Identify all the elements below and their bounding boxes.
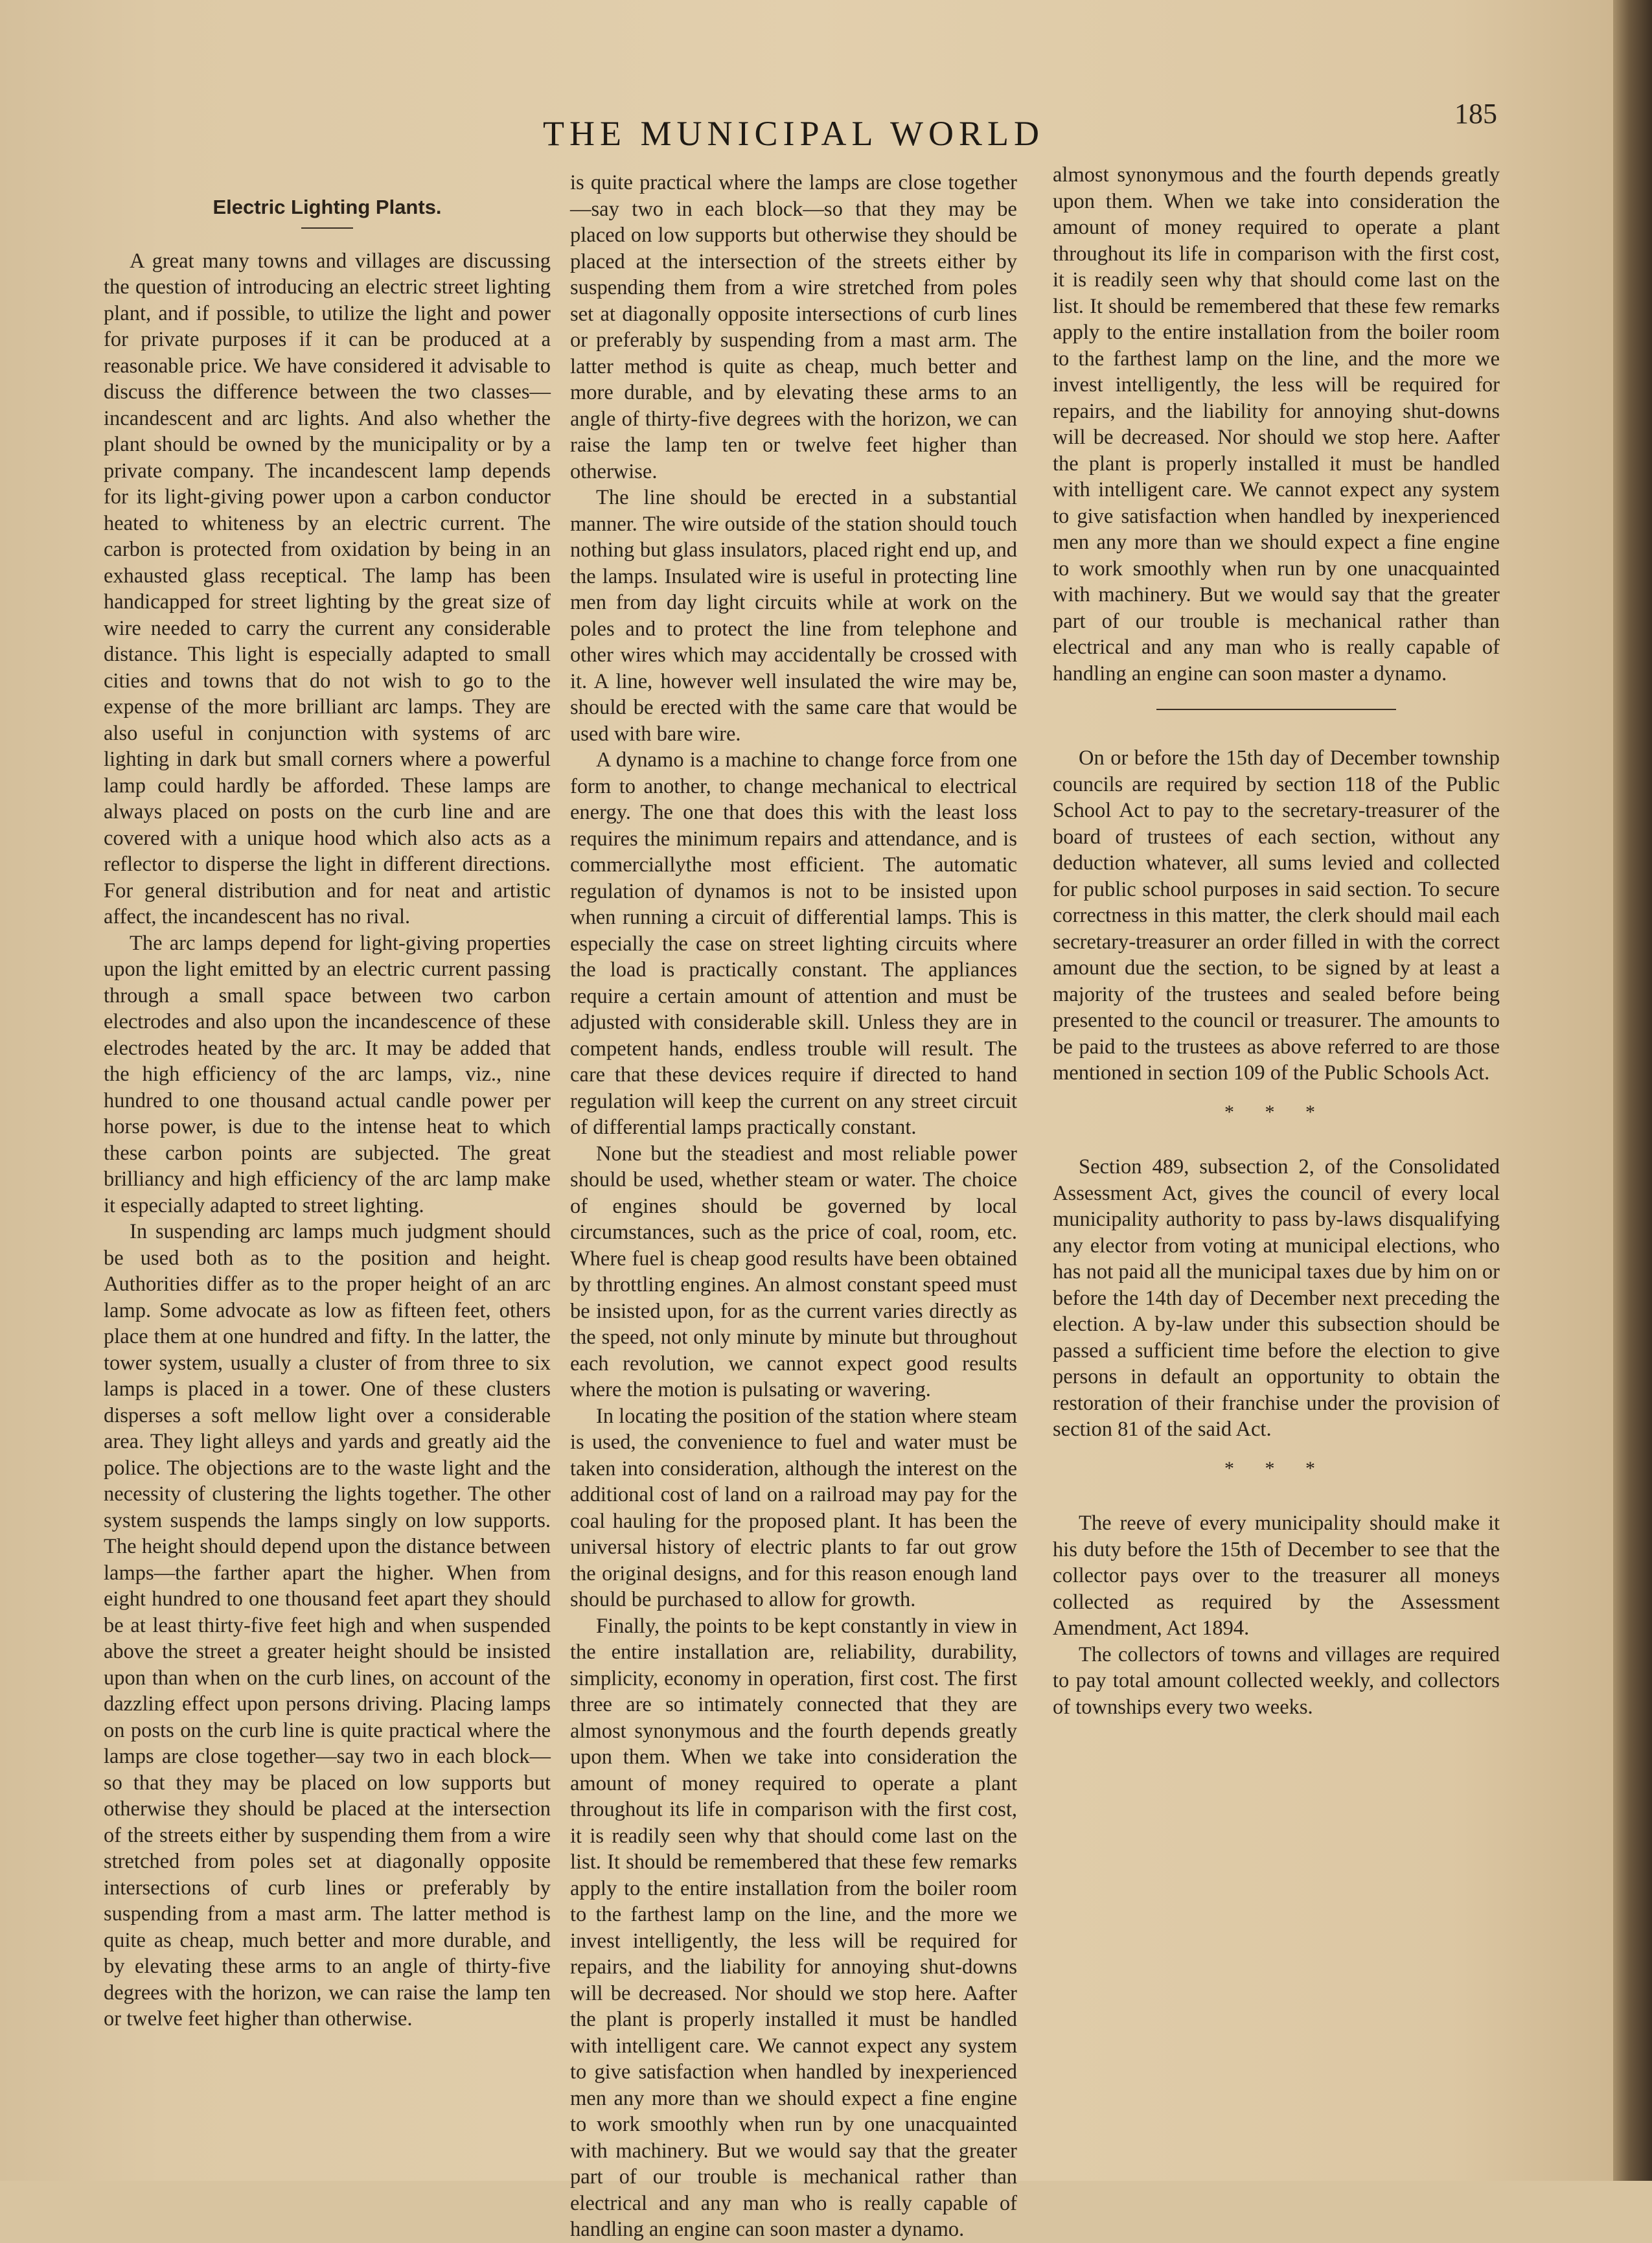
notice-collectors: The collectors of towns and villages are required to pay total amount collected weekly, and collectors of townships every two weeks.	[1053, 1642, 1500, 1719]
article-paragraph-2: The arc lamps depend for light-giving properties upon the light emitted by an electric current passing through a small space between two carbon electrodes and also upon the incandescence of these electrodes heated by the arc. It may be added that the high efficiency of the arc lamps, viz., nine hundred to one thousand actual candle power per horse power, is due to the intense heat to which these carbon points are subjected. The great brilliancy and high efficiency of the arc lamp make it especially adapted to street lighting.	[104, 931, 551, 1217]
stars-separator-2: * * *	[1224, 1457, 1328, 1479]
article-paragraph-5: A dynamo is a machine to change force from one form to another, to change mechanical to electrical energy. The one that does this with the least loss requires the minimum repairs and attendance, and is commerciallythe most efficient. The automatic regulation of dynamos is not to be insisted upon when running a circuit of differential lamps. This is especially the case on street lighting circuits where the load is practically constant. The appliances require a certain amount of attention and must be adjusted with considerable skill. Unless they are in competent hands, endless trouble will result. The care that these devices require if directed to hand regulation will keep the current on any street circuit of differential lamps practically constant.	[570, 748, 1017, 1139]
article-headline: Electric Lighting Plants.	[212, 196, 442, 218]
column-3	[1053, 162, 1500, 1720]
book-spine-edge	[1613, 0, 1652, 2181]
column-2	[570, 170, 1017, 2241]
article-paragraph-3: In suspending arc lamps much judgment should be used both as to the position and height. Authorities differ as to the proper height of an arc lamp. Some advocate as low as fifteen feet, others place them at one hundred and fifty. In the latter, the tower system, usually a cluster of from three to six lamps is placed in a tower. One of these clusters disperses a soft mellow light over a considerable area. They light alleys and yards and greatly aid the police. The objections are to the waste light and the necessity of clustering the lights together. The other system suspends the lamps singly on low supports. The height should depend upon the distance between lamps—the farther apart the higher. When from eight hundred to one thousand feet apart they should be at least thirty-five feet high and when suspended above the street a greater height should be insisted upon than when on the curb lines, on account of the dazzling effect upon persons driving. Placing lamps on posts on the curb line is quite practical where the lamps are close together—say two in each block—so that they may be placed on low supports but otherwise they should be placed at the intersection of the streets either by suspending them from a wire stretched from poles set at diagonally opposite intersections of curb lines or preferably by suspending from a mast arm. The latter method is quite as cheap, much better and more durable, and by elevating these arms to an angle of thirty-five degrees with the horizon, we can raise the lamp ten or twelve feet higher than otherwise.	[104, 1220, 551, 2030]
article-paragraph-3-continued: is quite practical where the lamps are close together—say two in each block—so that they may be placed on low supports but otherwise they should be placed at the intersection of the streets either by suspending them from a wire stretched from poles set at diagonally opposite intersections of curb lines or preferably by suspending from a mast arm. The latter method is quite as cheap, much better and more durable, and by elevating these arms to an angle of thirty-five degrees with the horizon, we can raise the lamp ten or twelve feet higher than otherwise.	[570, 171, 1017, 483]
article-paragraph-4: The line should be erected in a substantial manner. The wire outside of the station should touch nothing but glass insulators, placed right end up, and the lamps. Insulated wire is useful in protecting line men from day light circuits while at work on the poles and to protect the line from telephone and other wires which may accidentally be crossed with it. A line, however well insulated the wire may be, should be erected with the same care that would be used with bare wire.	[570, 486, 1017, 746]
article-paragraph-6: None but the steadiest and most reliable power should be used, whether steam or water. The choice of engines should be governed by local circumstances, such as the price of coal, room, etc. Where fuel is cheap good results have been obtained by throttling engines. An almost constant speed must be insisted upon, for as the current varies directly as the speed, not only minute by minute but throughout each revolution, we cannot expect good results where the motion is pulsating or wavering.	[570, 1142, 1017, 1401]
notice-reeve: The reeve of every municipality should make it his duty before the 15th of December to see that the collector pays over to the treasurer all moneys collected as required by the Assessment Amendment, Act 1894.	[1053, 1512, 1500, 1640]
article-paragraph-7: In locating the position of the station where steam is used, the convenience to fuel and water must be taken into consideration, although the interest on the additional cost of land on a railroad may pay for the coal hauling for the proposed plant. It has been the universal history of electric plants to far out grow the original designs, and for this reason enough land should be purchased to allow for growth.	[570, 1404, 1017, 1611]
column-1	[104, 175, 551, 2030]
article-paragraph-8-continued: almost synonymous and the fourth depends greatly upon them. When we take into consideration the amount of money required to operate a plant throughout its life in comparison with the first cost, it is readily seen why that should come last on the list. It should be remembered that these few remarks apply to the entire installation from the boiler room to the farthest lamp on the line, and the more we invest intelligently, the less will be required for repairs, and the liability for annoying shut-downs will be decreased. Nor should we stop here. Aafter the plant is properly installed it must be handled with intelligent care. We cannot expect any system to give satisfaction when handled by inexperienced men any more than we should expect a fine engine to work smoothly when run by one unacquainted with machinery. But we would say that the greater part of our trouble is mechanical rather than electrical and any man who is really capable of handling an engine can soon master a dynamo.	[1053, 163, 1500, 685]
notice-school-fund: On or before the 15th day of December township councils are required by section 118 of the Public School Act to pay to the secretary-treasurer of the board of trustees of each section, without any deduction whatever, all sums levied and collected for public school purposes in said section. To secure correctness in this matter, the clerk should mail each secretary-treasurer an order filled in with the correct amount due the section, to be signed by at least a majority of the trustees and sealed before being presented to the council or treasurer. The amounts to be paid to the trustees as above referred to are those mentioned in section 109 of the Public Schools Act.	[1053, 746, 1500, 1085]
notice-assessment-act: Section 489, subsection 2, of the Consolidated Assessment Act, gives the council of every local municipality authority to pass by-laws disqualifying any elector from voting at municipal elections, who has not paid all the municipal taxes due by him on or before the 14th day of December next preceding the election. A by-law under this subsection should be passed a sufficient time before the election to give persons in default an opportunity to obtain the restoration of their franchise under the provision of section 81 of the said Act.	[1053, 1155, 1500, 1441]
article-paragraph-8: Finally, the points to be kept constantly in view in the entire installation are, reliability, durability, simplicity, economy in operation, first cost. The first three are so intimately connected that they are almost synonymous and the fourth depends greatly upon them. When we take into consideration the amount of money required to operate a plant throughout its life in comparison with the first cost, it is readily seen why that should come last on the list. It should be remembered that these few remarks apply to the entire installation from the boiler room to the farthest lamp on the line, and the more we invest intelligently, the less will be required for repairs, and the liability for annoying shut-downs will be decreased. Nor should we stop here. Aafter the plant is properly installed it must be handled with intelligent care. We cannot expect any system to give satisfaction when handled by inexperienced men any more than we should expect a fine engine to work smoothly when run by one unacquainted with machinery. But we would say that the greater part of our trouble is mechanical rather than electrical and any man who is really capable of handling an engine can soon master a dynamo.	[570, 1614, 1017, 2241]
headline-rule	[301, 227, 353, 229]
stars-separator-1: * * *	[1224, 1101, 1328, 1123]
running-head: THE MUNICIPAL WORLD	[542, 114, 1044, 153]
article-paragraph-1: A great many towns and villages are discussing the question of introducing an electric street lighting plant, and if possible, to utilize the light and power for private purposes if it can be produced at a reasonable price. We have considered it advisable to discuss the difference between the two classes—incandescent and arc lights. And also whether the plant should be owned by the municipality or by a private company. The incandescent lamp depends for its light-giving power upon a carbon conductor heated to whiteness by an electric current. The carbon is protected from oxidation by being in an exhausted glass receptical. The lamp has been handicapped for street lighting by the great size of wire needed to carry the current any considerable distance. This light is especially adapted to small cities and towns that do not wish to go to the expense of the more brilliant arc lamps. They are also useful in conjunction with systems of arc lighting in dark but small corners where a powerful lamp could hardly be afforded. These lamps are always placed on posts on the curb line and are covered with a unique hood which also acts as a reflector to disperse the light in different directions. For general distribution and for neat and artistic affect, the incandescent has no rival.	[104, 249, 551, 928]
page-number: 185	[1454, 98, 1497, 130]
section-divider-rule	[1156, 709, 1396, 710]
